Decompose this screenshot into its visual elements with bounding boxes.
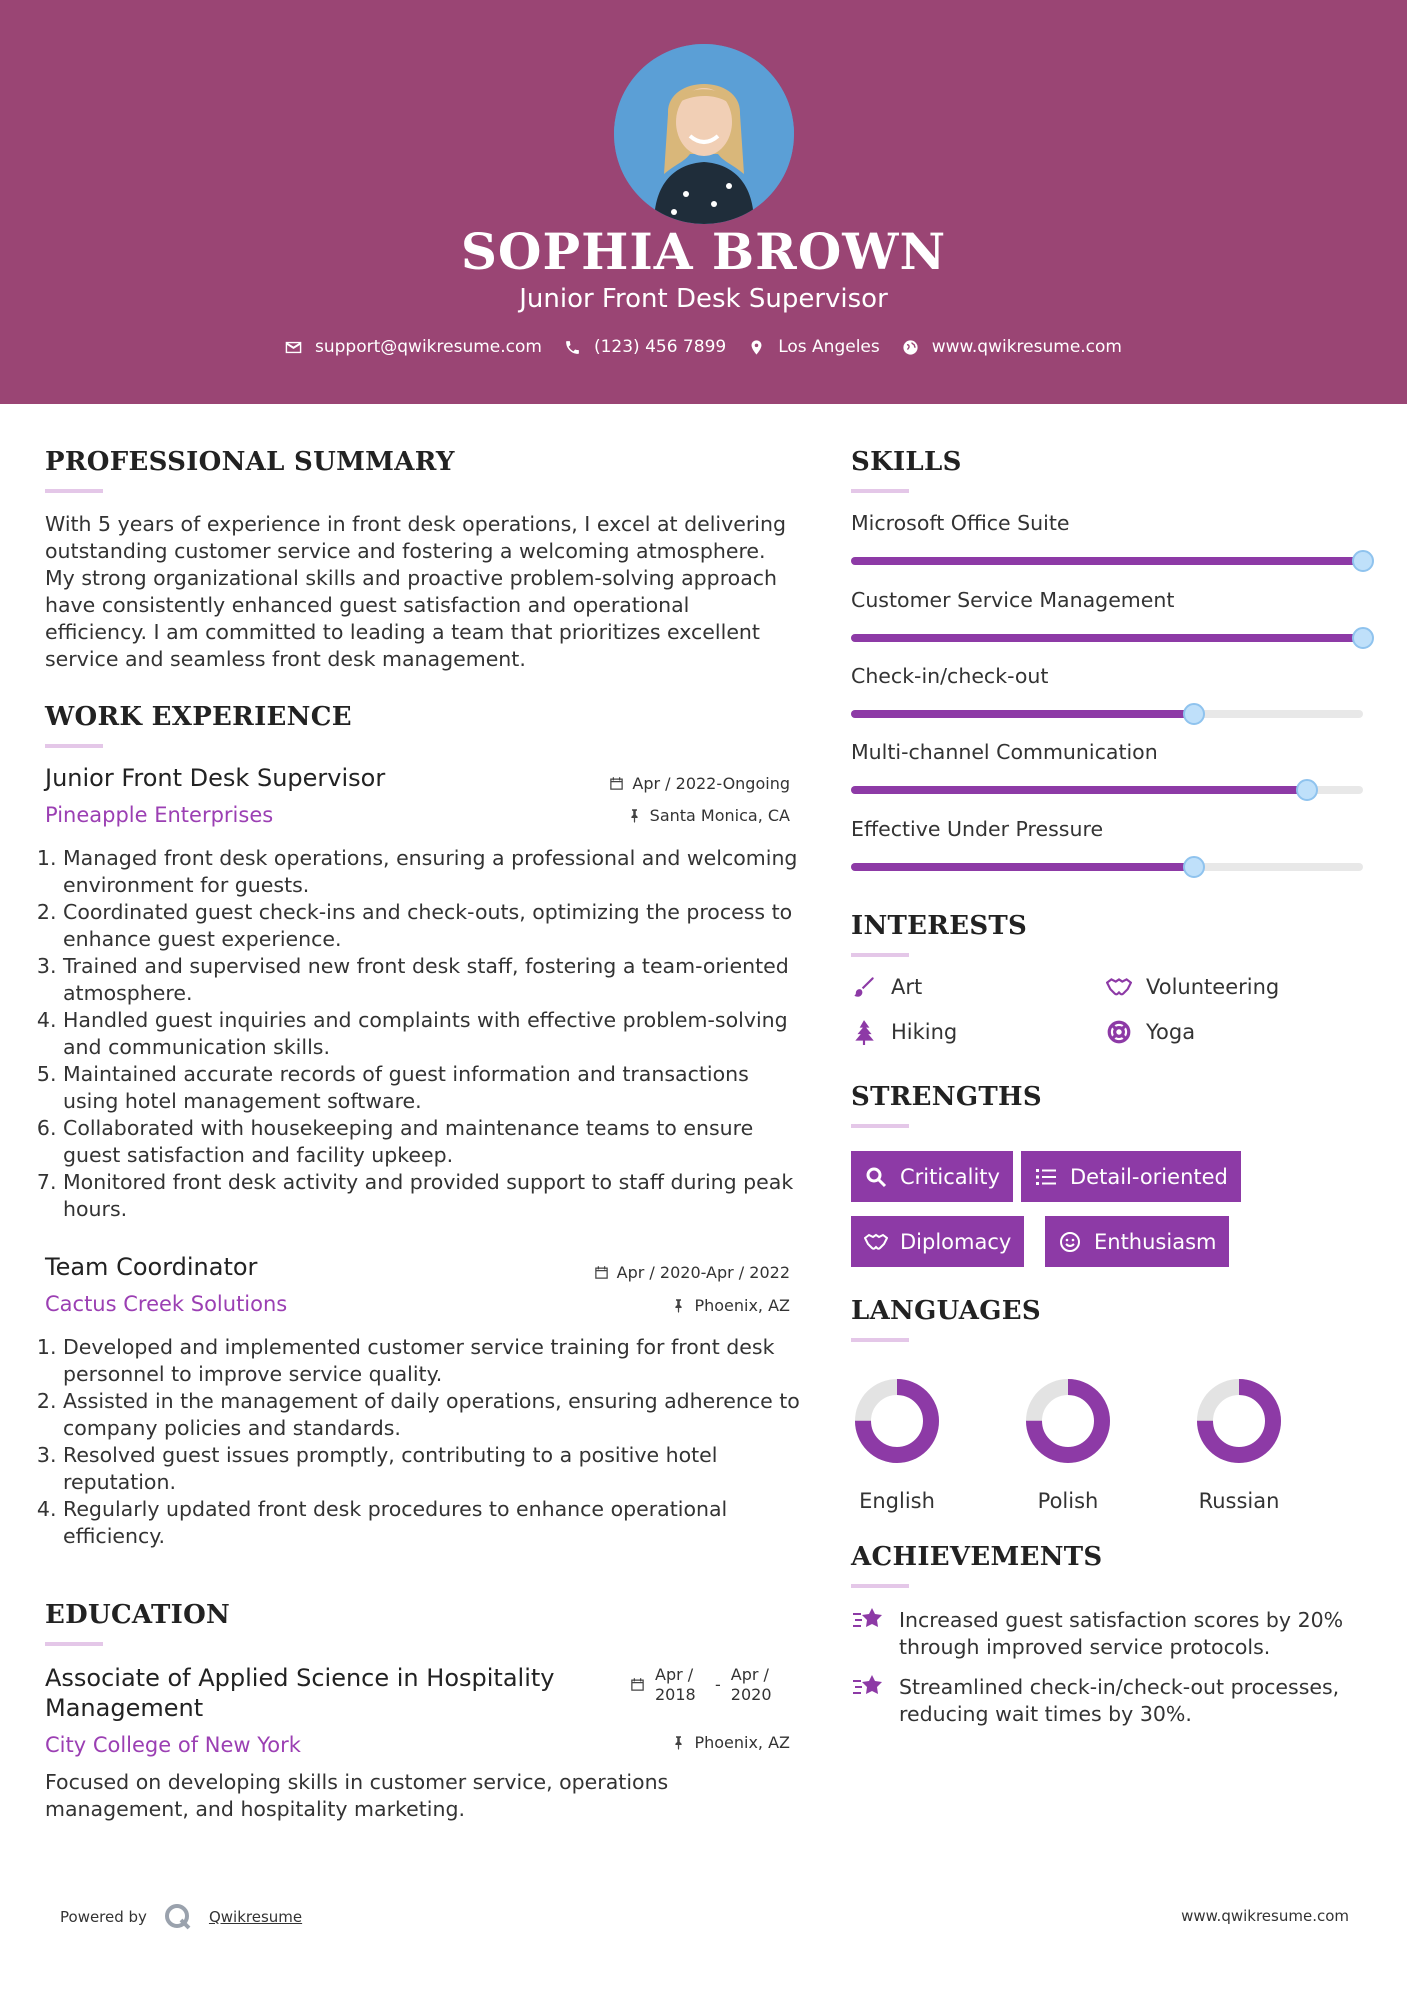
education-heading: EDUCATION <box>45 1600 231 1630</box>
handshake-icon <box>864 1230 888 1254</box>
contact-location <box>748 337 880 357</box>
job-location <box>480 1296 790 1315</box>
skill-bar-fill <box>851 710 1194 718</box>
skill-bar-handle <box>1352 550 1374 572</box>
strength-chip-enthusiasm <box>1045 1216 1229 1267</box>
skill-bar-fill <box>851 863 1194 871</box>
footer-url[interactable]: www.qwikresume.com <box>1181 1907 1349 1925</box>
list-item: 3. Resolved guest issues promptly, contributing to a positive hotel reputation. <box>63 1442 805 1496</box>
globe-icon <box>902 339 919 356</box>
strength-label: Detail-oriented <box>1070 1164 1228 1189</box>
skill-bar <box>851 863 1363 871</box>
location-text: Los Angeles <box>778 337 880 357</box>
skill-label: Multi-channel Communication <box>851 740 1158 764</box>
contact-website[interactable] <box>902 337 1122 357</box>
strength-label: Diplomacy <box>900 1229 1012 1254</box>
summary-underline <box>45 489 103 493</box>
email-text: support@qwikresume.com <box>315 337 542 357</box>
language-level-donut <box>1193 1375 1285 1467</box>
interest-item-yoga <box>1106 1019 1195 1045</box>
language-label: Polish <box>1037 1489 1099 1513</box>
skill-label: Microsoft Office Suite <box>851 511 1070 535</box>
list-item: 7. Monitored front desk activity and provided support to staff during peak hours. <box>63 1169 805 1223</box>
footer-brand <box>60 1902 302 1932</box>
list-item: 4. Handled guest inquiries and complaints with effective problem-solving and communication skills. <box>63 1007 805 1061</box>
list-item: 2. Coordinated guest check-ins and check-outs, optimizing the process to enhance guest experience. <box>63 899 805 953</box>
summary-heading: PROFESSIONAL SUMMARY <box>45 447 455 477</box>
contact-email[interactable] <box>285 337 542 357</box>
education-start: Apr / 2018 <box>655 1665 696 1704</box>
map-pin-icon <box>748 339 765 356</box>
job-title: Team Coordinator <box>45 1253 258 1281</box>
interests-heading: INTERESTS <box>851 911 1028 941</box>
shooting-star-icon <box>851 1605 885 1635</box>
lifebuoy-icon <box>1106 1019 1132 1045</box>
job-date-text: Apr / 2022-Ongoing <box>632 774 790 793</box>
contact-bar <box>0 337 1407 357</box>
education-dates: Apr / 2018 - Apr / 2020 <box>630 1665 781 1705</box>
skill-bar-handle <box>1183 856 1205 878</box>
calendar-icon <box>594 1265 609 1280</box>
language-level-donut <box>1022 1375 1114 1467</box>
achievements-heading: ACHIEVEMENTS <box>851 1542 1103 1572</box>
powered-by-text: Powered by <box>60 1908 147 1926</box>
qwikresume-logo-icon <box>163 1902 193 1932</box>
skill-bar-handle <box>1183 703 1205 725</box>
company-name: Pineapple Enterprises <box>45 803 274 827</box>
education-location <box>480 1733 790 1752</box>
profile-photo-illustration <box>614 44 794 224</box>
achievement-text: Increased guest satisfaction scores by 20% through improved service protocols. <box>899 1608 1344 1659</box>
interest-item-art <box>851 974 922 1000</box>
skill-bar-fill <box>851 634 1363 642</box>
list-icon <box>1034 1165 1058 1189</box>
language-item <box>1008 1375 1128 1513</box>
job-date <box>480 1263 790 1282</box>
education-location-text: Phoenix, AZ <box>694 1733 790 1752</box>
achievement-item <box>851 1607 1371 1661</box>
list-item: 4. Regularly updated front desk procedures to enhance operational efficiency. <box>63 1496 805 1550</box>
pushpin-icon <box>627 808 642 823</box>
strengths-underline <box>851 1124 909 1128</box>
interest-label: Hiking <box>891 1020 958 1044</box>
candidate-name: SOPHIA BROWN <box>460 222 947 281</box>
education-underline <box>45 1642 103 1646</box>
candidate-role: Junior Front Desk Supervisor <box>519 284 888 314</box>
company-name: Cactus Creek Solutions <box>45 1292 288 1316</box>
skills-underline <box>851 489 909 493</box>
pushpin-icon <box>671 1735 686 1750</box>
handshake-icon <box>1106 974 1132 1000</box>
experience-underline <box>45 744 103 748</box>
job-title: Junior Front Desk Supervisor <box>45 764 386 792</box>
job-location <box>480 806 790 825</box>
interest-label: Volunteering <box>1146 975 1280 999</box>
tree-icon <box>851 1019 877 1045</box>
degree-title: Associate of Applied Science in Hospitality Management <box>45 1664 555 1722</box>
skill-bar <box>851 557 1363 565</box>
strength-chip-diplomacy <box>851 1216 1024 1267</box>
contact-phone[interactable] <box>564 337 726 357</box>
experience-heading: WORK EXPERIENCE <box>45 702 352 732</box>
interests-underline <box>851 953 909 957</box>
achievement-text: Streamlined check-in/check-out processes, reducing wait times by 30%. <box>899 1675 1340 1726</box>
job-duties-list <box>45 845 805 1223</box>
skill-bar <box>851 634 1363 642</box>
job-date <box>480 774 790 793</box>
job-duties-list <box>45 1334 805 1550</box>
interest-label: Art <box>891 975 923 999</box>
language-item <box>837 1375 957 1513</box>
profile-photo <box>614 44 794 224</box>
shooting-star-icon <box>851 1672 885 1702</box>
strength-label: Enthusiasm <box>1094 1229 1217 1254</box>
skill-bar-fill <box>851 557 1363 565</box>
education-description: Focused on developing skills in customer service, operations management, and hospitality marketing. <box>45 1770 669 1821</box>
skill-label: Effective Under Pressure <box>851 817 1104 841</box>
summary-text: With 5 years of experience in front desk operations, I excel at delivering outstanding customer service and fostering a welcoming atmosphere. My strong organizational skills and proactive problem-solving approach have consistently enhanced guest satisfaction and operational efficiency. I am committed to leading a team that prioritizes excellent service and seamless front desk management. <box>45 512 786 671</box>
education-end: Apr / 2020 <box>730 1665 772 1704</box>
pushpin-icon <box>671 1298 686 1313</box>
interest-item-volunteering <box>1106 974 1279 1000</box>
phone-text: (123) 456 7899 <box>593 337 727 357</box>
list-item: 1. Managed front desk operations, ensuring a professional and welcoming environment for guests. <box>63 845 805 899</box>
skills-heading: SKILLS <box>851 447 962 477</box>
achievements-underline <box>851 1584 909 1588</box>
list-item: 1. Developed and implemented customer service training for front desk personnel to improve service quality. <box>63 1334 805 1388</box>
envelope-icon <box>285 339 302 356</box>
brand-link[interactable]: Qwikresume <box>208 1908 303 1926</box>
languages-heading: LANGUAGES <box>851 1296 1041 1326</box>
list-item: 2. Assisted in the management of daily operations, ensuring adherence to company policies and standards. <box>63 1388 805 1442</box>
list-item: 5. Maintained accurate records of guest information and transactions using hotel management software. <box>63 1061 805 1115</box>
phone-icon <box>564 339 581 356</box>
strengths-heading: STRENGTHS <box>851 1082 1042 1112</box>
school-name: City College of New York <box>45 1733 301 1757</box>
languages-underline <box>851 1338 909 1342</box>
language-item <box>1179 1375 1299 1513</box>
interest-item-hiking <box>851 1019 957 1045</box>
calendar-icon <box>630 1677 645 1692</box>
calendar-icon <box>609 776 624 791</box>
skill-label: Check-in/check-out <box>851 664 1049 688</box>
skill-bar <box>851 786 1363 794</box>
strength-chip-detail-oriented <box>1021 1151 1241 1202</box>
skill-bar-handle <box>1352 627 1374 649</box>
skill-bar-fill <box>851 786 1307 794</box>
skill-bar-handle <box>1296 779 1318 801</box>
search-icon <box>864 1165 888 1189</box>
skill-bar <box>851 710 1363 718</box>
job-date-text: Apr / 2020-Apr / 2022 <box>616 1263 790 1282</box>
strength-chip-criticality <box>851 1151 1013 1202</box>
interest-label: Yoga <box>1146 1020 1196 1044</box>
skill-label: Customer Service Management <box>851 588 1175 612</box>
language-label: Russian <box>1198 1489 1280 1513</box>
header-banner <box>0 0 1407 404</box>
smile-icon <box>1058 1230 1082 1254</box>
brush-icon <box>851 974 877 1000</box>
list-item: 3. Trained and supervised new front desk staff, fostering a team-oriented atmosphere. <box>63 953 805 1007</box>
language-level-donut <box>851 1375 943 1467</box>
job-location-text: Santa Monica, CA <box>649 806 790 825</box>
list-item: 6. Collaborated with housekeeping and maintenance teams to ensure guest satisfaction and facility upkeep. <box>63 1115 805 1169</box>
job-location-text: Phoenix, AZ <box>694 1296 790 1315</box>
language-label: English <box>859 1489 935 1513</box>
strength-label: Criticality <box>900 1164 1000 1189</box>
achievement-item <box>851 1674 1371 1728</box>
website-text: www.qwikresume.com <box>931 337 1122 357</box>
